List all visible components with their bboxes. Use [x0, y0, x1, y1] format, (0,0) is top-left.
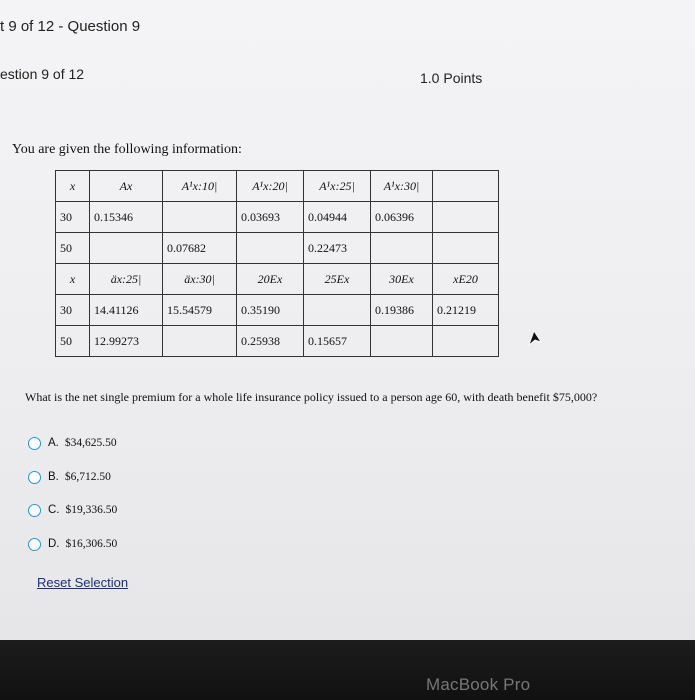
table-cell: 0.15657: [304, 326, 371, 357]
table-cell: [433, 326, 499, 357]
t1-header-ax: Ax: [90, 171, 163, 202]
t2-header-25e: 25Ex: [304, 264, 371, 295]
table-cell: 12.99273: [90, 326, 163, 357]
option-letter: B.: [48, 470, 59, 483]
laptop-bezel: [0, 640, 695, 700]
option-value: $19,336.50: [65, 504, 118, 516]
table-cell: [371, 233, 433, 264]
table-cell: 50: [56, 326, 90, 357]
table-cell: [371, 326, 433, 357]
table-cell: 0.07682: [163, 233, 237, 264]
table-cell: [433, 233, 499, 264]
t1-header-a30: A¹x:30|: [371, 171, 433, 202]
option-letter: D.: [48, 537, 60, 550]
t2-header-a30: äx:30|: [163, 264, 237, 295]
table-cell: [163, 326, 237, 357]
table-row: [56, 233, 499, 264]
table-cell: 0.15346: [90, 202, 163, 233]
table-cell: 0.21219: [433, 295, 499, 326]
option-letter: A.: [48, 437, 59, 449]
table-cell: 0.03693: [237, 202, 304, 233]
info-table: [55, 170, 499, 357]
device-brand-label: MacBook Pro: [426, 675, 531, 694]
option-c[interactable]: [28, 499, 117, 533]
reset-selection-link[interactable]: Reset Selection: [37, 575, 129, 590]
table-row: [56, 202, 499, 233]
table-cell: 30: [56, 202, 90, 233]
table-cell: 0.06396: [371, 202, 433, 233]
points-value: 1.0 Points: [420, 70, 483, 86]
table-cell: [304, 295, 371, 326]
radio-icon[interactable]: [28, 471, 41, 484]
table-cell: 0.19386: [371, 295, 433, 326]
radio-icon[interactable]: [28, 538, 41, 551]
table-cell: [90, 233, 163, 264]
table-row: [56, 326, 499, 357]
t2-header-x: x: [56, 264, 90, 295]
question-text: What is the net single premium for a whole life insurance policy issued to a person age 60, with death benefit $75,000?: [25, 390, 598, 404]
option-value: $6,712.50: [64, 470, 111, 483]
t1-header-empty: [433, 171, 499, 202]
table-cell: 0.35190: [237, 295, 304, 326]
table-cell: 0.25938: [237, 326, 304, 357]
mouse-cursor-icon: [528, 330, 542, 346]
table2-header-row: [56, 264, 499, 295]
table-cell: 0.22473: [304, 233, 371, 264]
t2-header-xe20: xE20: [433, 264, 499, 295]
t2-header-30e: 30Ex: [371, 264, 433, 295]
table-cell: [433, 202, 499, 233]
question-number: estion 9 of 12: [0, 66, 85, 82]
radio-icon[interactable]: [28, 504, 41, 517]
t1-header-a10: A¹x:10|: [163, 171, 237, 202]
table-cell: 15.54579: [163, 295, 237, 326]
t1-header-x: x: [56, 171, 90, 202]
table-cell: [237, 233, 304, 264]
t2-header-20e: 20Ex: [237, 264, 304, 295]
table-row: [56, 295, 499, 326]
table-cell: 30: [56, 295, 90, 326]
answer-options: [28, 432, 117, 566]
option-d[interactable]: [28, 533, 117, 567]
intro-text: You are given the following information:: [12, 142, 242, 157]
table-cell: 50: [56, 233, 90, 264]
table-cell: [163, 202, 237, 233]
t1-header-a20: A¹x:20|: [237, 171, 304, 202]
breadcrumb: t 9 of 12 - Question 9: [0, 18, 141, 35]
table1-header-row: [56, 171, 499, 202]
option-a[interactable]: [28, 432, 117, 466]
t1-header-a25: A¹x:25|: [304, 171, 371, 202]
option-value: $16,306.50: [65, 537, 118, 550]
option-letter: C.: [48, 504, 60, 516]
radio-icon[interactable]: [28, 437, 41, 450]
option-value: $34,625.50: [64, 437, 117, 449]
t2-header-a25: äx:25|: [90, 264, 163, 295]
table-cell: 14.41126: [90, 295, 163, 326]
table-cell: 0.04944: [304, 202, 371, 233]
option-b[interactable]: [28, 466, 117, 500]
